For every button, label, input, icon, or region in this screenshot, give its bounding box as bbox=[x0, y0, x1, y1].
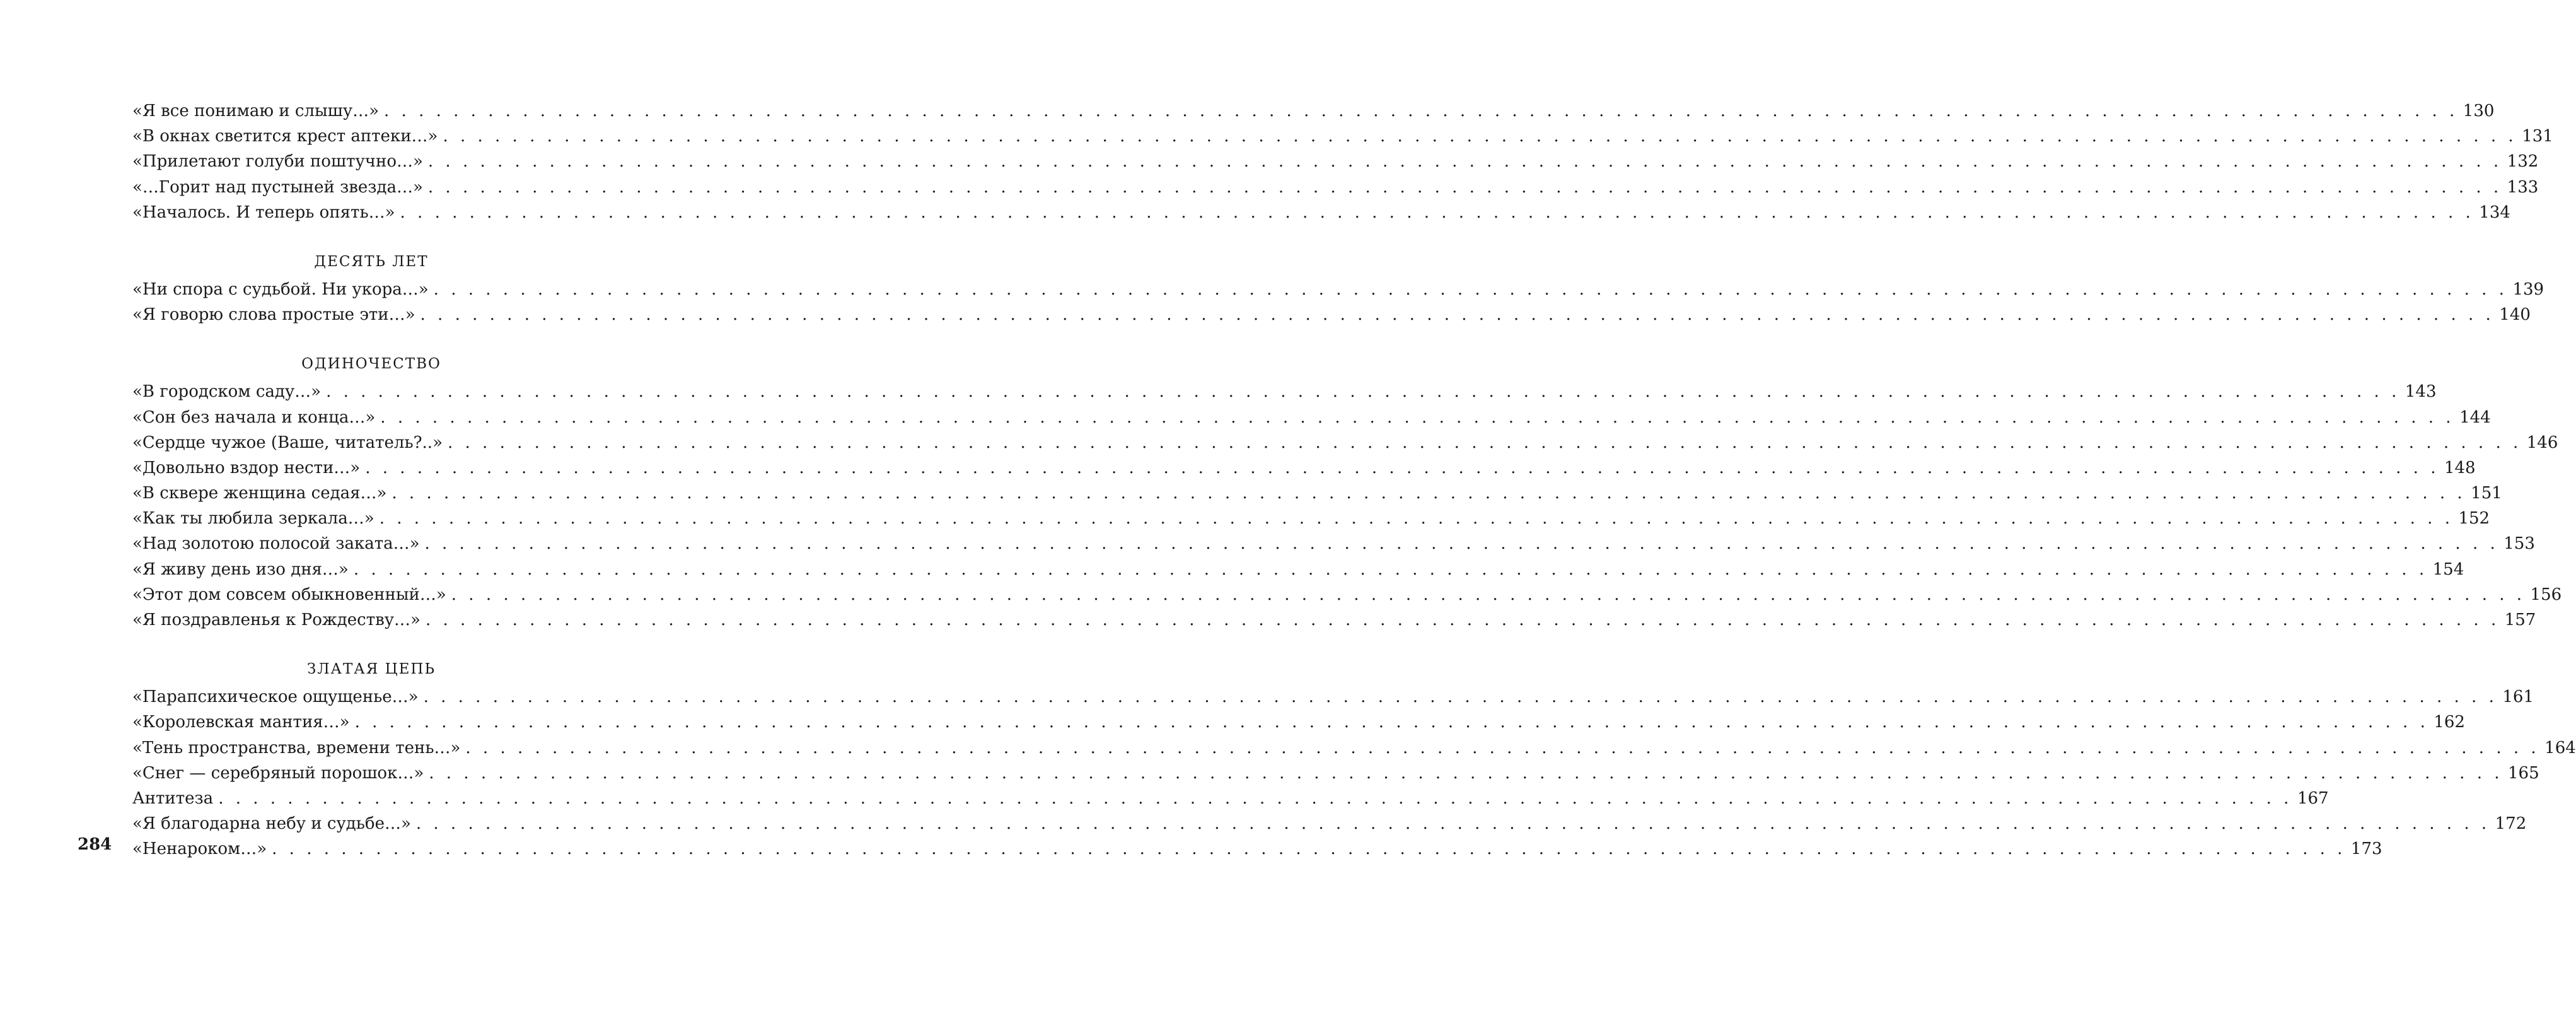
toc-entry bbox=[132, 175, 2539, 200]
dot-leader: . . . . . . . . . . . . . . . . . . . . . . . . . . . . . . . . . . . . . . . . . . . . . . . . . . . . . . . . . . . . . . . . . . . . . . . . . . . . . . . . . . . . . . . . . . . . . . . . . . . . . . . . . . . . . . . . . . . . . . . . bbox=[400, 202, 2474, 222]
section-title: ЗЛАТАЯ ЦЕПЬ bbox=[307, 661, 436, 678]
toc-entry bbox=[132, 811, 2527, 836]
entry-page: 139 bbox=[2512, 279, 2544, 299]
dot-leader: . . . . . . . . . . . . . . . . . . . . . . . . . . . . . . . . . . . . . . . . . . . . . . . . . . . . . . . . . . . . . . . . . . . . . . . . . . . . . . . . . . . . . . . . . . . . . . . . . . . . . . . . . . . . . . . . . . . . . . . . bbox=[379, 509, 2454, 529]
entry-title: «Парапсихическое ощущенье…» bbox=[132, 687, 419, 707]
dot-leader: . . . . . . . . . . . . . . . . . . . . . . . . . . . . . . . . . . . . . . . . . . . . . . . . . . . . . . . . . . . . . . . . . . . . . . . . . . . . . . . . . . . . . . . . . . . . . . . . . . . . . . . . . . . . . . . . . . . . . . . . bbox=[447, 433, 2522, 452]
toc-entry bbox=[132, 302, 2531, 327]
toc-entry bbox=[132, 98, 2495, 124]
entry-title: «Тень пространства, времени тень…» bbox=[132, 738, 461, 757]
entry-page: 164 bbox=[2544, 738, 2576, 757]
toc-section bbox=[132, 248, 2544, 327]
entry-title: «В городском саду…» bbox=[132, 382, 322, 402]
toc-entry bbox=[132, 710, 2465, 735]
dot-leader: . . . . . . . . . . . . . . . . . . . . . . . . . . . . . . . . . . . . . . . . . . . . . . . . . . . . . . . . . . . . . . . . . . . . . . . . . . . . . . . . . . . . . . . . . . . . . . . . . . . . . . . . . . . . . . . . . . . . . . . . bbox=[433, 279, 2508, 299]
entry-title: «Сон без начала и конца…» bbox=[132, 407, 376, 427]
entry-page: 154 bbox=[2432, 559, 2464, 579]
dot-leader: . . . . . . . . . . . . . . . . . . . . . . . . . . . . . . . . . . . . . . . . . . . . . . . . . . . . . . . . . . . . . . . . . . . . . . . . . . . . . . . . . . . . . . . . . . . . . . . . . . . . . . . . . . . . . . . . . . . . . . . . bbox=[365, 458, 2439, 477]
entry-title: «Я поздравленья к Рождеству…» bbox=[132, 611, 421, 629]
dot-leader: . . . . . . . . . . . . . . . . . . . . . . . . . . . . . . . . . . . . . . . . . . . . . . . . . . . . . . . . . . . . . . . . . . . . . . . . . . . . . . . . . . . . . . . . . . . . . . . . . . . . . . . . . . . . . . . . . . . . . . . . bbox=[451, 585, 2526, 604]
entry-title: «Я говорю слова простые эти…» bbox=[132, 305, 415, 325]
entry-title: «Я живу день изо дня…» bbox=[132, 559, 349, 579]
entry-page: 152 bbox=[2458, 509, 2490, 529]
toc-entry bbox=[132, 735, 2576, 761]
entry-title: «Королевская мантия…» bbox=[132, 713, 350, 732]
dot-leader: . . . . . . . . . . . . . . . . . . . . . . . . . . . . . . . . . . . . . . . . . . . . . . . . . . . . . . . . . . . . . . . . . . . . . . . . . . . . . . . . . . . . . . . . . . . . . . . . . . . . . . . . . . . . . . . . . . . . . . . . bbox=[424, 534, 2499, 554]
entry-page: 173 bbox=[2350, 839, 2382, 859]
entry-page: 157 bbox=[2504, 611, 2536, 629]
toc-entry bbox=[132, 607, 2536, 633]
entry-page: 140 bbox=[2499, 305, 2531, 325]
dot-leader: . . . . . . . . . . . . . . . . . . . . . . . . . . . . . . . . . . . . . . . . . . . . . . . . . . . . . . . . . . . . . . . . . . . . . . . . . . . . . . . . . . . . . . . . . . . . . . . . . . . . . . . . . . . . . . . . . . . . . . . . bbox=[465, 738, 2540, 757]
entry-page: 133 bbox=[2507, 177, 2539, 197]
dot-leader: . . . . . . . . . . . . . . . . . . . . . . . . . . . . . . . . . . . . . . . . . . . . . . . . . . . . . . . . . . . . . . . . . . . . . . . . . . . . . . . . . . . . . . . . . . . . . . . . . . . . . . . . . . . . . . . . . . . . . . . . bbox=[423, 687, 2498, 707]
dot-leader: . . . . . . . . . . . . . . . . . . . . . . . . . . . . . . . . . . . . . . . . . . . . . . . . . . . . . . . . . . . . . . . . . . . . . . . . . . . . . . . . . . . . . . . . . . . . . . . . . . . . . . . . . . . . . . . . . . . . . . . . bbox=[272, 839, 2346, 859]
toc-entry bbox=[132, 684, 2534, 710]
dot-leader: . . . . . . . . . . . . . . . . . . . . . . . . . . . . . . . . . . . . . . . . . . . . . . . . . . . . . . . . . . . . . . . . . . . . . . . . . . . . . . . . . . . . . . . . . . . . . . . . . . . . . . . . . . . . . . . . . . . . . . . . bbox=[429, 763, 2503, 783]
entry-page: 162 bbox=[2434, 713, 2465, 732]
entry-page: 144 bbox=[2459, 407, 2491, 427]
toc-entry bbox=[132, 582, 2562, 607]
dot-leader: . . . . . . . . . . . . . . . . . . . . . . . . . . . . . . . . . . . . . . . . . . . . . . . . . . . . . . . . . . . . . . . . . . . . . . . . . . . . . . . . . . . . . . . . . . . . . . . . . . . . . . . . . . . . . . . . . . . . . . . . bbox=[380, 407, 2455, 427]
section-title: ОДИНОЧЕСТВО bbox=[301, 356, 441, 373]
toc-section bbox=[132, 98, 2553, 225]
dot-leader: . . . . . . . . . . . . . . . . . . . . . . . . . . . . . . . . . . . . . . . . . . . . . . . . . . . . . . . . . . . . . . . . . . . . . . . . . . . . . . . . . . . . . . . . . . . . . . . . . . . . . . . . . . . . . . . . . . . . . . . . bbox=[427, 177, 2502, 197]
entry-page: 156 bbox=[2530, 585, 2562, 604]
entry-page: 165 bbox=[2508, 763, 2539, 783]
dot-leader: . . . . . . . . . . . . . . . . . . . . . . . . . . . . . . . . . . . . . . . . . . . . . . . . . . . . . . . . . . . . . . . . . . . . . . . . . . . . . . . . . . . . . . . . . . . . . . . . . . . . . . . . . . . . . . . . . . . . . . . . bbox=[425, 611, 2500, 629]
dot-leader: . . . . . . . . . . . . . . . . . . . . . . . . . . . . . . . . . . . . . . . . . . . . . . . . . . . . . . . . . . . . . . . . . . . . . . . . . . . . . . . . . . . . . . . . . . . . . . . . . . . . . . . . . . . . . . . . . . . . . . . . bbox=[427, 152, 2502, 172]
entry-title: «Ненароком…» bbox=[132, 839, 267, 859]
toc-entry bbox=[132, 277, 2544, 302]
entry-title: «Ни спора с судьбой. Ни укора…» bbox=[132, 279, 429, 299]
entry-page: 153 bbox=[2503, 534, 2535, 554]
entry-page: 146 bbox=[2526, 433, 2558, 452]
toc-entry bbox=[132, 506, 2490, 531]
toc-section bbox=[132, 350, 2562, 633]
entry-title: «…Горит над пустыней звезда…» bbox=[132, 177, 423, 197]
entry-page: 130 bbox=[2463, 102, 2495, 120]
entry-title: «Началось. И теперь опять…» bbox=[132, 202, 395, 222]
dot-leader: . . . . . . . . . . . . . . . . . . . . . . . . . . . . . . . . . . . . . . . . . . . . . . . . . . . . . . . . . . . . . . . . . . . . . . . . . . . . . . . . . . . . . . . . . . . . . . . . . . . . . . . . . . . . . . . . . . . . . . . . bbox=[353, 559, 2428, 579]
toc-entry bbox=[132, 430, 2558, 455]
entry-page: 172 bbox=[2495, 814, 2527, 834]
dot-leader: . . . . . . . . . . . . . . . . . . . . . . . . . . . . . . . . . . . . . . . . . . . . . . . . . . . . . . . . . . . . . . . . . . . . . . . . . . . . . . . . . . . . . . . . . . . . . . . . . . . . . . . . . . . . . . . . . . . . . . . . bbox=[392, 484, 2466, 503]
page-number: 284 bbox=[78, 835, 112, 854]
entry-page: 132 bbox=[2507, 152, 2539, 172]
entry-title: «В сквере женщина седая…» bbox=[132, 484, 387, 503]
toc-entry bbox=[132, 836, 2382, 862]
toc-entry bbox=[132, 149, 2539, 174]
toc-entry bbox=[132, 124, 2553, 149]
entry-title: «Сердце чужое (Ваше, читатель?..» bbox=[132, 433, 443, 452]
dot-leader: . . . . . . . . . . . . . . . . . . . . . . . . . . . . . . . . . . . . . . . . . . . . . . . . . . . . . . . . . . . . . . . . . . . . . . . . . . . . . . . . . . . . . . . . . . . . . . . . . . . . . . . . . . . . . . . . . . . . . . . . bbox=[326, 382, 2400, 402]
entry-title: «Снег — серебряный порошок…» bbox=[132, 763, 424, 783]
toc-entry bbox=[132, 557, 2464, 582]
toc-entry bbox=[132, 786, 2329, 811]
entry-title: Антитеза bbox=[132, 788, 214, 808]
entry-page: 167 bbox=[2297, 788, 2329, 808]
toc-entry bbox=[132, 531, 2535, 556]
entry-page: 148 bbox=[2444, 458, 2476, 477]
toc-section bbox=[132, 655, 2576, 862]
dot-leader: . . . . . . . . . . . . . . . . . . . . . . . . . . . . . . . . . . . . . . . . . . . . . . . . . . . . . . . . . . . . . . . . . . . . . . . . . . . . . . . . . . . . . . . . . . . . . . . . . . . . . . . . . . . . . . . . . . . . . . . . bbox=[384, 102, 2458, 120]
toc-entry bbox=[132, 761, 2539, 786]
entry-page: 143 bbox=[2405, 382, 2437, 402]
entry-page: 151 bbox=[2471, 484, 2502, 503]
toc-entry bbox=[132, 379, 2437, 404]
section-title: ДЕСЯТЬ ЛЕТ bbox=[314, 253, 429, 270]
entry-title: «Над золотою полосой заката…» bbox=[132, 534, 420, 554]
toc-entry bbox=[132, 481, 2502, 506]
dot-leader: . . . . . . . . . . . . . . . . . . . . . . . . . . . . . . . . . . . . . . . . . . . . . . . . . . . . . . . . . . . . . . . . . . . . . . . . . . . . . . . . . . . . . . . . . . . . . . . . . . . . . . . . . . . . . . . . . . . . . . . . bbox=[354, 713, 2429, 732]
entry-title: «Довольно вздор нести…» bbox=[132, 458, 361, 477]
toc-entry bbox=[132, 405, 2491, 430]
entry-page: 134 bbox=[2479, 202, 2510, 222]
entry-page: 161 bbox=[2502, 687, 2534, 707]
entry-page: 131 bbox=[2522, 127, 2553, 146]
entry-title: «Этот дом совсем обыкновенный…» bbox=[132, 585, 446, 604]
entry-title: «Как ты любила зеркала…» bbox=[132, 509, 374, 529]
entry-title: «В окнах светится крест аптеки…» bbox=[132, 127, 438, 146]
table-of-contents bbox=[132, 98, 2576, 862]
dot-leader: . . . . . . . . . . . . . . . . . . . . . . . . . . . . . . . . . . . . . . . . . . . . . . . . . . . . . . . . . . . . . . . . . . . . . . . . . . . . . . . . . . . . . . . . . . . . . . . . . . . . . . . . . . . . . . . . . . . . . . . . bbox=[415, 814, 2490, 834]
entry-title: «Я благодарна небу и судьбе…» bbox=[132, 814, 411, 834]
dot-leader: . . . . . . . . . . . . . . . . . . . . . . . . . . . . . . . . . . . . . . . . . . . . . . . . . . . . . . . . . . . . . . . . . . . . . . . . . . . . . . . . . . . . . . . . . . . . . . . . . . . . . . . . . . . . . . . . . . . . . . . . bbox=[420, 305, 2495, 325]
dot-leader: . . . . . . . . . . . . . . . . . . . . . . . . . . . . . . . . . . . . . . . . . . . . . . . . . . . . . . . . . . . . . . . . . . . . . . . . . . . . . . . . . . . . . . . . . . . . . . . . . . . . . . . . . . . . . . . . . . . . . . . . bbox=[218, 788, 2292, 808]
entry-title: «Прилетают голуби поштучно…» bbox=[132, 152, 423, 172]
toc-entry bbox=[132, 455, 2476, 481]
entry-title: «Я все понимаю и слышу…» bbox=[132, 102, 380, 120]
toc-entry bbox=[132, 200, 2510, 225]
dot-leader: . . . . . . . . . . . . . . . . . . . . . . . . . . . . . . . . . . . . . . . . . . . . . . . . . . . . . . . . . . . . . . . . . . . . . . . . . . . . . . . . . . . . . . . . . . . . . . . . . . . . . . . . . . . . . . . . . . . . . . . . bbox=[443, 127, 2517, 146]
